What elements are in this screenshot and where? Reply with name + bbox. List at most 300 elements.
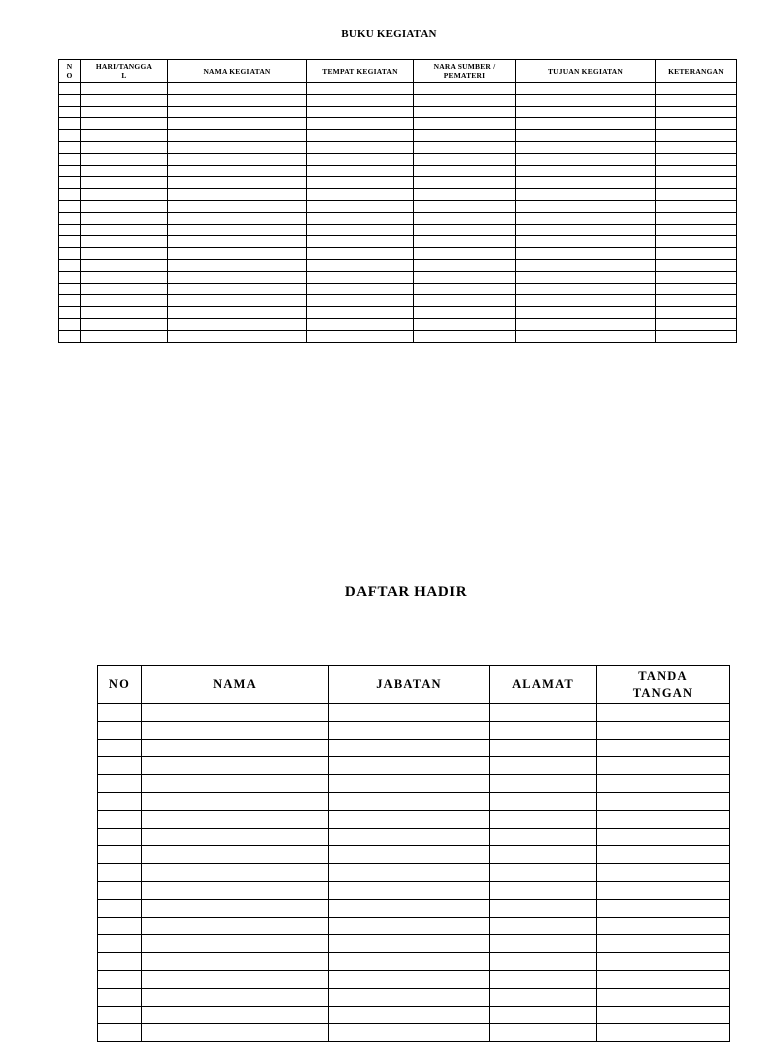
- empty-cell: [516, 283, 656, 295]
- empty-cell: [168, 94, 307, 106]
- empty-cell: [597, 792, 730, 810]
- empty-cell: [490, 810, 597, 828]
- empty-cell: [59, 224, 81, 236]
- empty-cell: [656, 295, 737, 307]
- empty-cell: [59, 307, 81, 319]
- empty-cell: [81, 153, 168, 165]
- empty-cell: [597, 739, 730, 757]
- header-nara-sumber: NARA SUMBER / PEMATERI: [414, 60, 516, 83]
- empty-cell: [98, 757, 142, 775]
- table-row: [59, 153, 737, 165]
- empty-cell: [414, 224, 516, 236]
- empty-cell: [597, 881, 730, 899]
- header-no: N O: [59, 60, 81, 83]
- empty-cell: [81, 165, 168, 177]
- empty-cell: [656, 283, 737, 295]
- empty-cell: [59, 236, 81, 248]
- empty-cell: [81, 189, 168, 201]
- empty-cell: [98, 1006, 142, 1024]
- empty-cell: [490, 704, 597, 722]
- empty-cell: [516, 307, 656, 319]
- empty-cell: [307, 330, 414, 342]
- empty-cell: [414, 94, 516, 106]
- empty-cell: [307, 165, 414, 177]
- empty-cell: [59, 259, 81, 271]
- empty-cell: [656, 330, 737, 342]
- empty-cell: [98, 935, 142, 953]
- empty-cell: [307, 259, 414, 271]
- table-row: [98, 846, 730, 864]
- empty-cell: [307, 283, 414, 295]
- empty-cell: [597, 953, 730, 971]
- empty-cell: [516, 236, 656, 248]
- table-row: [98, 721, 730, 739]
- empty-cell: [597, 864, 730, 882]
- empty-cell: [168, 307, 307, 319]
- buku-kegiatan-table: [58, 59, 737, 343]
- table-row: [59, 259, 737, 271]
- empty-cell: [414, 236, 516, 248]
- empty-cell: [329, 899, 490, 917]
- empty-cell: [329, 775, 490, 793]
- empty-cell: [490, 792, 597, 810]
- empty-cell: [168, 248, 307, 260]
- empty-cell: [329, 988, 490, 1006]
- table-row: [98, 828, 730, 846]
- empty-cell: [329, 970, 490, 988]
- empty-cell: [656, 189, 737, 201]
- empty-cell: [142, 1006, 329, 1024]
- table-row: [59, 248, 737, 260]
- empty-cell: [142, 970, 329, 988]
- empty-cell: [168, 318, 307, 330]
- empty-cell: [516, 212, 656, 224]
- header-keterangan: KETERANGAN: [656, 60, 737, 83]
- empty-cell: [59, 283, 81, 295]
- empty-cell: [516, 295, 656, 307]
- empty-cell: [81, 295, 168, 307]
- empty-cell: [98, 739, 142, 757]
- empty-cell: [656, 200, 737, 212]
- empty-cell: [329, 792, 490, 810]
- table-row: [98, 775, 730, 793]
- empty-cell: [168, 224, 307, 236]
- empty-cell: [168, 118, 307, 130]
- empty-cell: [516, 165, 656, 177]
- empty-cell: [307, 141, 414, 153]
- empty-cell: [98, 810, 142, 828]
- empty-cell: [516, 271, 656, 283]
- empty-cell: [329, 1024, 490, 1042]
- empty-cell: [168, 141, 307, 153]
- empty-cell: [168, 295, 307, 307]
- table-row: [59, 318, 737, 330]
- empty-cell: [516, 224, 656, 236]
- empty-cell: [81, 83, 168, 95]
- empty-cell: [307, 94, 414, 106]
- empty-cell: [414, 248, 516, 260]
- empty-cell: [414, 189, 516, 201]
- table-row: [59, 236, 737, 248]
- header-hari-tanggal: HARI/TANGGA L: [81, 60, 168, 83]
- empty-cell: [307, 118, 414, 130]
- empty-cell: [142, 881, 329, 899]
- table-row: [59, 177, 737, 189]
- empty-cell: [329, 810, 490, 828]
- empty-cell: [414, 307, 516, 319]
- empty-cell: [168, 283, 307, 295]
- header-nama-kegiatan: NAMA KEGIATAN: [168, 60, 307, 83]
- table-row: [98, 792, 730, 810]
- table-row: [98, 917, 730, 935]
- empty-cell: [516, 177, 656, 189]
- empty-cell: [142, 988, 329, 1006]
- empty-cell: [59, 130, 81, 142]
- table-row: [59, 141, 737, 153]
- empty-cell: [59, 177, 81, 189]
- table-row: [59, 307, 737, 319]
- table-row: [59, 224, 737, 236]
- empty-cell: [59, 212, 81, 224]
- table-row: [98, 1024, 730, 1042]
- empty-cell: [59, 330, 81, 342]
- empty-cell: [597, 988, 730, 1006]
- empty-cell: [490, 828, 597, 846]
- empty-cell: [414, 165, 516, 177]
- empty-cell: [414, 177, 516, 189]
- empty-cell: [142, 917, 329, 935]
- empty-cell: [597, 899, 730, 917]
- empty-cell: [98, 988, 142, 1006]
- empty-cell: [59, 295, 81, 307]
- empty-cell: [656, 94, 737, 106]
- empty-cell: [168, 200, 307, 212]
- empty-cell: [168, 271, 307, 283]
- empty-cell: [168, 259, 307, 271]
- empty-cell: [656, 307, 737, 319]
- empty-cell: [142, 810, 329, 828]
- header-alamat: ALAMAT: [490, 666, 597, 704]
- empty-cell: [656, 141, 737, 153]
- empty-cell: [142, 775, 329, 793]
- empty-cell: [329, 739, 490, 757]
- empty-cell: [142, 739, 329, 757]
- empty-cell: [142, 792, 329, 810]
- empty-cell: [516, 189, 656, 201]
- empty-cell: [59, 200, 81, 212]
- empty-cell: [490, 988, 597, 1006]
- empty-cell: [490, 1006, 597, 1024]
- empty-cell: [329, 881, 490, 899]
- empty-cell: [656, 106, 737, 118]
- empty-cell: [516, 330, 656, 342]
- table-row: [59, 165, 737, 177]
- empty-cell: [307, 271, 414, 283]
- empty-cell: [329, 757, 490, 775]
- empty-cell: [81, 259, 168, 271]
- empty-cell: [329, 721, 490, 739]
- table-row: [59, 189, 737, 201]
- table-row: [59, 330, 737, 342]
- empty-cell: [414, 295, 516, 307]
- empty-cell: [414, 212, 516, 224]
- empty-cell: [81, 212, 168, 224]
- empty-cell: [414, 200, 516, 212]
- empty-cell: [490, 917, 597, 935]
- empty-cell: [142, 1024, 329, 1042]
- empty-cell: [329, 953, 490, 971]
- table-row: [98, 739, 730, 757]
- empty-cell: [307, 106, 414, 118]
- empty-cell: [307, 130, 414, 142]
- empty-cell: [59, 106, 81, 118]
- table-row: [98, 757, 730, 775]
- empty-cell: [656, 83, 737, 95]
- empty-cell: [656, 153, 737, 165]
- empty-cell: [307, 307, 414, 319]
- empty-cell: [59, 248, 81, 260]
- empty-cell: [656, 224, 737, 236]
- empty-cell: [516, 130, 656, 142]
- buku-kegiatan-body: [59, 83, 737, 343]
- empty-cell: [168, 212, 307, 224]
- empty-cell: [597, 1024, 730, 1042]
- empty-cell: [414, 118, 516, 130]
- empty-cell: [307, 189, 414, 201]
- empty-cell: [168, 106, 307, 118]
- empty-cell: [98, 917, 142, 935]
- empty-cell: [656, 259, 737, 271]
- table-row: [59, 118, 737, 130]
- empty-cell: [656, 236, 737, 248]
- table-row: [98, 953, 730, 971]
- empty-cell: [142, 757, 329, 775]
- empty-cell: [98, 899, 142, 917]
- empty-cell: [98, 828, 142, 846]
- empty-cell: [142, 935, 329, 953]
- table-row: [59, 130, 737, 142]
- empty-cell: [98, 864, 142, 882]
- empty-cell: [414, 259, 516, 271]
- empty-cell: [597, 846, 730, 864]
- table-row: [98, 1006, 730, 1024]
- empty-cell: [81, 318, 168, 330]
- empty-cell: [81, 118, 168, 130]
- table-row: [59, 200, 737, 212]
- header-tempat-kegiatan: TEMPAT KEGIATAN: [307, 60, 414, 83]
- table-row: [98, 810, 730, 828]
- empty-cell: [168, 330, 307, 342]
- empty-cell: [81, 94, 168, 106]
- empty-cell: [414, 330, 516, 342]
- empty-cell: [98, 775, 142, 793]
- empty-cell: [490, 757, 597, 775]
- daftar-hadir-title: DAFTAR HADIR: [344, 584, 468, 600]
- empty-cell: [414, 106, 516, 118]
- table-row: [59, 271, 737, 283]
- table-row: [98, 899, 730, 917]
- empty-cell: [656, 212, 737, 224]
- empty-cell: [490, 899, 597, 917]
- empty-cell: [307, 248, 414, 260]
- empty-cell: [490, 775, 597, 793]
- empty-cell: [656, 318, 737, 330]
- empty-cell: [98, 721, 142, 739]
- empty-cell: [81, 177, 168, 189]
- empty-cell: [516, 83, 656, 95]
- empty-cell: [414, 153, 516, 165]
- empty-cell: [516, 106, 656, 118]
- empty-cell: [597, 1006, 730, 1024]
- empty-cell: [142, 828, 329, 846]
- empty-cell: [329, 1006, 490, 1024]
- empty-cell: [307, 224, 414, 236]
- empty-cell: [597, 935, 730, 953]
- table-row: [59, 283, 737, 295]
- empty-cell: [81, 330, 168, 342]
- empty-cell: [516, 200, 656, 212]
- empty-cell: [81, 236, 168, 248]
- empty-cell: [81, 106, 168, 118]
- table-header-row: [98, 666, 730, 704]
- empty-cell: [98, 1024, 142, 1042]
- empty-cell: [597, 704, 730, 722]
- empty-cell: [98, 953, 142, 971]
- empty-cell: [307, 295, 414, 307]
- empty-cell: [329, 864, 490, 882]
- header-jabatan: JABATAN: [329, 666, 490, 704]
- empty-cell: [59, 271, 81, 283]
- empty-cell: [656, 177, 737, 189]
- empty-cell: [414, 130, 516, 142]
- empty-cell: [59, 165, 81, 177]
- header-tujuan-kegiatan: TUJUAN KEGIATAN: [516, 60, 656, 83]
- empty-cell: [490, 970, 597, 988]
- empty-cell: [516, 153, 656, 165]
- table-header-row: [59, 60, 737, 83]
- empty-cell: [516, 259, 656, 271]
- empty-cell: [490, 864, 597, 882]
- empty-cell: [168, 177, 307, 189]
- table-row: [98, 970, 730, 988]
- empty-cell: [81, 130, 168, 142]
- empty-cell: [59, 141, 81, 153]
- empty-cell: [490, 846, 597, 864]
- table-row: [98, 704, 730, 722]
- table-row: [98, 881, 730, 899]
- empty-cell: [414, 283, 516, 295]
- empty-cell: [307, 153, 414, 165]
- header-nama: NAMA: [142, 666, 329, 704]
- empty-cell: [307, 212, 414, 224]
- empty-cell: [142, 864, 329, 882]
- empty-cell: [142, 721, 329, 739]
- header-no: NO: [98, 666, 142, 704]
- empty-cell: [414, 141, 516, 153]
- empty-cell: [597, 775, 730, 793]
- empty-cell: [142, 953, 329, 971]
- empty-cell: [307, 177, 414, 189]
- empty-cell: [516, 248, 656, 260]
- empty-cell: [516, 94, 656, 106]
- empty-cell: [490, 1024, 597, 1042]
- empty-cell: [329, 704, 490, 722]
- empty-cell: [168, 83, 307, 95]
- empty-cell: [656, 118, 737, 130]
- empty-cell: [490, 881, 597, 899]
- empty-cell: [597, 810, 730, 828]
- empty-cell: [59, 318, 81, 330]
- empty-cell: [168, 165, 307, 177]
- empty-cell: [59, 153, 81, 165]
- empty-cell: [168, 236, 307, 248]
- empty-cell: [59, 118, 81, 130]
- empty-cell: [98, 846, 142, 864]
- empty-cell: [597, 757, 730, 775]
- header-tanda-tangan: TANDA TANGAN: [597, 666, 730, 704]
- empty-cell: [329, 935, 490, 953]
- empty-cell: [307, 236, 414, 248]
- empty-cell: [597, 917, 730, 935]
- empty-cell: [142, 899, 329, 917]
- empty-cell: [414, 318, 516, 330]
- empty-cell: [98, 970, 142, 988]
- empty-cell: [98, 704, 142, 722]
- empty-cell: [656, 130, 737, 142]
- empty-cell: [329, 846, 490, 864]
- empty-cell: [81, 200, 168, 212]
- empty-cell: [59, 83, 81, 95]
- empty-cell: [490, 953, 597, 971]
- empty-cell: [81, 224, 168, 236]
- empty-cell: [168, 130, 307, 142]
- table-row: [59, 94, 737, 106]
- empty-cell: [597, 970, 730, 988]
- empty-cell: [307, 318, 414, 330]
- empty-cell: [81, 307, 168, 319]
- empty-cell: [98, 792, 142, 810]
- empty-cell: [414, 83, 516, 95]
- empty-cell: [329, 917, 490, 935]
- empty-cell: [656, 248, 737, 260]
- table-row: [98, 864, 730, 882]
- empty-cell: [516, 318, 656, 330]
- empty-cell: [490, 935, 597, 953]
- empty-cell: [414, 271, 516, 283]
- table-row: [59, 83, 737, 95]
- table-row: [59, 106, 737, 118]
- empty-cell: [597, 721, 730, 739]
- empty-cell: [98, 881, 142, 899]
- daftar-hadir-table: [97, 665, 730, 1042]
- table-row: [59, 212, 737, 224]
- empty-cell: [597, 828, 730, 846]
- empty-cell: [656, 165, 737, 177]
- empty-cell: [490, 721, 597, 739]
- table-row: [98, 988, 730, 1006]
- empty-cell: [329, 828, 490, 846]
- empty-cell: [142, 846, 329, 864]
- empty-cell: [81, 248, 168, 260]
- empty-cell: [168, 153, 307, 165]
- table-row: [98, 935, 730, 953]
- empty-cell: [516, 118, 656, 130]
- daftar-hadir-body: [98, 704, 730, 1042]
- empty-cell: [516, 141, 656, 153]
- table-row: [59, 295, 737, 307]
- empty-cell: [59, 189, 81, 201]
- empty-cell: [307, 200, 414, 212]
